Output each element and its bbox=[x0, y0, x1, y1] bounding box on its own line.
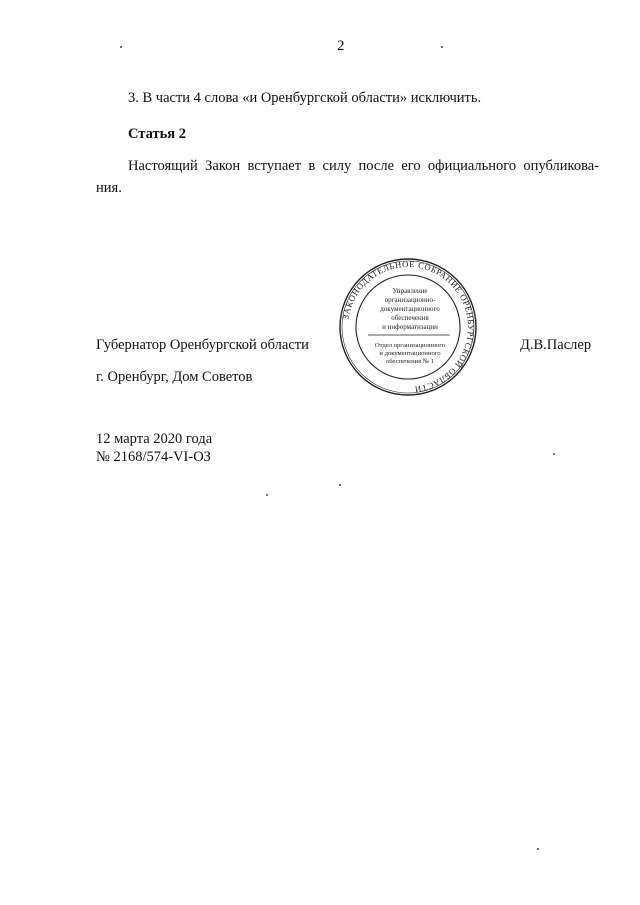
paragraph-line-2: ния. bbox=[96, 180, 122, 196]
amendment-item-3: 3. В части 4 слова «и Оренбургской области» исключить. bbox=[128, 90, 482, 106]
law-number: № 2168/574-VI-ОЗ bbox=[96, 449, 211, 465]
signatory-name: Д.В.Паслер bbox=[520, 337, 592, 353]
scan-speck bbox=[339, 484, 341, 486]
official-seal-stamp bbox=[338, 257, 478, 397]
article-paragraph bbox=[96, 155, 599, 199]
scan-speck bbox=[553, 453, 555, 455]
seal-department-line: обеспечения № 1 bbox=[385, 358, 435, 365]
seal-inner-line: документационного bbox=[380, 305, 440, 313]
scan-speck bbox=[537, 848, 539, 850]
signatory-title: Губернатор Оренбургской области bbox=[96, 337, 309, 353]
scan-speck bbox=[120, 46, 122, 48]
scan-speck bbox=[441, 46, 443, 48]
seal-department-line: Отдел организационного bbox=[374, 342, 446, 349]
seal-department-line: и документационного bbox=[379, 350, 441, 357]
paragraph-line-1: Настоящий Закон вступает в силу после его официального опубликова- bbox=[128, 158, 599, 174]
seal-inner-line: организационно- bbox=[384, 296, 436, 304]
seal-ring-text: ЗАКОНОДАТЕЛЬНОЕ СОБРАНИЕ ОРЕНБУРГСКОЙ ОБЛАСТИ bbox=[340, 258, 477, 395]
issue-date: 12 марта 2020 года bbox=[96, 431, 213, 447]
signing-place: г. Оренбург, Дом Советов bbox=[96, 369, 253, 385]
page-number: 2 bbox=[337, 38, 345, 54]
scan-speck bbox=[266, 494, 268, 496]
seal-inner-line: обеспечения bbox=[391, 314, 429, 322]
seal-inner-line: и информатизации bbox=[382, 323, 438, 331]
seal-inner-line: Управление bbox=[392, 287, 428, 295]
article-heading: Статья 2 bbox=[128, 126, 186, 142]
